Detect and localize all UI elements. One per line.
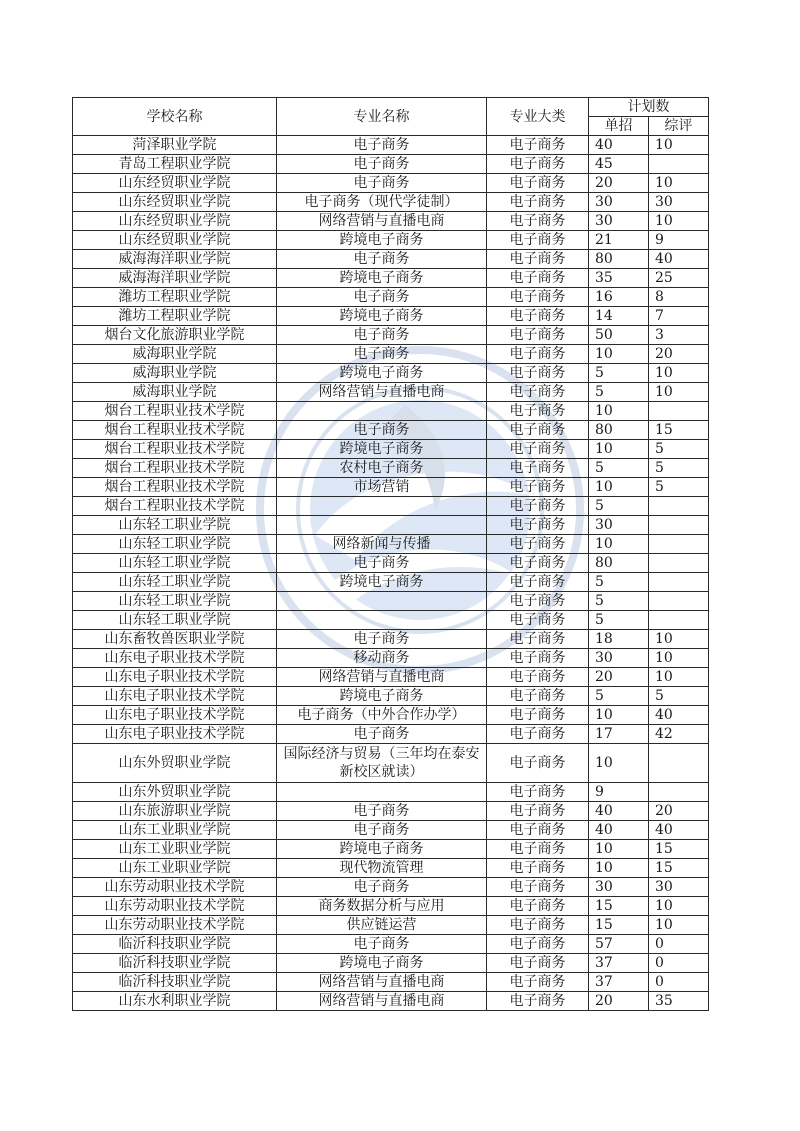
table-row — [73, 668, 709, 687]
single-enrollment-cell: 9 — [589, 783, 649, 802]
table-row — [73, 250, 709, 269]
major-category-cell: 电子商务 — [487, 212, 589, 231]
major-category-cell: 电子商务 — [487, 440, 589, 459]
major-category-cell: 电子商务 — [487, 744, 589, 783]
single-enrollment-cell: 30 — [589, 193, 649, 212]
major-category-cell: 电子商务 — [487, 821, 589, 840]
school-name-cell: 烟台工程职业技术学院 — [73, 459, 277, 478]
table-row — [73, 421, 709, 440]
single-enrollment-cell: 5 — [589, 687, 649, 706]
school-name-cell: 山东轻工职业学院 — [73, 535, 277, 554]
header-school-name: 学校名称 — [73, 98, 277, 136]
single-enrollment-cell: 5 — [589, 592, 649, 611]
major-category-cell: 电子商务 — [487, 649, 589, 668]
single-enrollment-cell: 20 — [589, 174, 649, 193]
major-category-cell: 电子商务 — [487, 535, 589, 554]
school-name-cell: 山东轻工职业学院 — [73, 516, 277, 535]
comprehensive-evaluation-cell: 40 — [649, 706, 709, 725]
major-name-cell: 电子商务（现代学徒制） — [277, 193, 487, 212]
major-name-cell: 跨境电子商务 — [277, 440, 487, 459]
comprehensive-evaluation-cell — [649, 402, 709, 421]
comprehensive-evaluation-cell — [649, 573, 709, 592]
major-name-cell: 跨境电子商务 — [277, 364, 487, 383]
table-row — [73, 535, 709, 554]
single-enrollment-cell: 5 — [589, 459, 649, 478]
comprehensive-evaluation-cell: 10 — [649, 364, 709, 383]
major-category-cell: 电子商务 — [487, 859, 589, 878]
single-enrollment-cell: 10 — [589, 840, 649, 859]
major-category-cell: 电子商务 — [487, 878, 589, 897]
school-name-cell: 山东工业职业学院 — [73, 859, 277, 878]
table-row — [73, 212, 709, 231]
major-name-cell: 现代物流管理 — [277, 859, 487, 878]
major-category-cell: 电子商务 — [487, 307, 589, 326]
major-name-cell — [277, 611, 487, 630]
enrollment-plan-table — [72, 97, 709, 1011]
single-enrollment-cell: 80 — [589, 554, 649, 573]
major-name-cell: 移动商务 — [277, 649, 487, 668]
major-category-cell: 电子商务 — [487, 725, 589, 744]
table-row — [73, 402, 709, 421]
school-name-cell: 临沂科技职业学院 — [73, 935, 277, 954]
major-name-cell: 电子商务 — [277, 935, 487, 954]
comprehensive-evaluation-cell: 3 — [649, 326, 709, 345]
major-category-cell: 电子商务 — [487, 668, 589, 687]
table-row — [73, 992, 709, 1011]
major-category-cell: 电子商务 — [487, 250, 589, 269]
school-name-cell: 青岛工程职业学院 — [73, 155, 277, 174]
major-name-cell — [277, 783, 487, 802]
single-enrollment-cell: 20 — [589, 668, 649, 687]
major-name-cell: 网络新闻与传播 — [277, 535, 487, 554]
school-name-cell: 威海海洋职业学院 — [73, 269, 277, 288]
table-row — [73, 269, 709, 288]
major-name-cell: 网络营销与直播电商 — [277, 668, 487, 687]
comprehensive-evaluation-cell: 10 — [649, 897, 709, 916]
single-enrollment-cell: 16 — [589, 288, 649, 307]
major-name-cell: 国际经济与贸易（三年均在泰安新校区就读） — [277, 744, 487, 783]
comprehensive-evaluation-cell: 40 — [649, 821, 709, 840]
major-category-cell: 电子商务 — [487, 345, 589, 364]
school-name-cell: 山东电子职业技术学院 — [73, 649, 277, 668]
major-category-cell: 电子商务 — [487, 783, 589, 802]
comprehensive-evaluation-cell: 10 — [649, 383, 709, 402]
comprehensive-evaluation-cell: 35 — [649, 992, 709, 1011]
major-category-cell: 电子商务 — [487, 497, 589, 516]
major-name-cell: 跨境电子商务 — [277, 954, 487, 973]
major-name-cell — [277, 497, 487, 516]
major-category-cell: 电子商务 — [487, 592, 589, 611]
school-name-cell: 潍坊工程职业学院 — [73, 307, 277, 326]
single-enrollment-cell: 10 — [589, 345, 649, 364]
table-row — [73, 440, 709, 459]
school-name-cell: 山东经贸职业学院 — [73, 193, 277, 212]
table-row — [73, 193, 709, 212]
single-enrollment-cell: 37 — [589, 973, 649, 992]
major-category-cell: 电子商务 — [487, 630, 589, 649]
major-name-cell: 网络营销与直播电商 — [277, 383, 487, 402]
table-row — [73, 383, 709, 402]
school-name-cell: 山东劳动职业技术学院 — [73, 897, 277, 916]
table-row — [73, 459, 709, 478]
comprehensive-evaluation-cell: 5 — [649, 687, 709, 706]
school-name-cell: 山东经贸职业学院 — [73, 231, 277, 250]
header-major-name: 专业名称 — [277, 98, 487, 136]
school-name-cell: 威海职业学院 — [73, 345, 277, 364]
major-name-cell: 电子商务 — [277, 821, 487, 840]
header-plan-count: 计划数 — [589, 98, 709, 117]
single-enrollment-cell: 17 — [589, 725, 649, 744]
single-enrollment-cell: 5 — [589, 383, 649, 402]
major-name-cell: 电子商务 — [277, 725, 487, 744]
comprehensive-evaluation-cell: 5 — [649, 478, 709, 497]
single-enrollment-cell: 15 — [589, 916, 649, 935]
single-enrollment-cell: 18 — [589, 630, 649, 649]
major-category-cell: 电子商务 — [487, 573, 589, 592]
table-row — [73, 136, 709, 155]
major-category-cell: 电子商务 — [487, 402, 589, 421]
single-enrollment-cell: 30 — [589, 212, 649, 231]
comprehensive-evaluation-cell — [649, 592, 709, 611]
major-category-cell: 电子商务 — [487, 973, 589, 992]
school-name-cell: 烟台工程职业技术学院 — [73, 478, 277, 497]
table-row — [73, 364, 709, 383]
major-name-cell: 电子商务 — [277, 155, 487, 174]
major-name-cell: 电子商务 — [277, 174, 487, 193]
table-row — [73, 345, 709, 364]
single-enrollment-cell: 30 — [589, 878, 649, 897]
major-name-cell: 跨境电子商务 — [277, 687, 487, 706]
school-name-cell: 山东电子职业技术学院 — [73, 706, 277, 725]
comprehensive-evaluation-cell: 5 — [649, 459, 709, 478]
school-name-cell: 山东电子职业技术学院 — [73, 668, 277, 687]
major-category-cell: 电子商务 — [487, 954, 589, 973]
single-enrollment-cell: 10 — [589, 402, 649, 421]
table-row — [73, 878, 709, 897]
major-category-cell: 电子商务 — [487, 611, 589, 630]
single-enrollment-cell: 10 — [589, 706, 649, 725]
school-name-cell: 山东工业职业学院 — [73, 821, 277, 840]
single-enrollment-cell: 10 — [589, 535, 649, 554]
comprehensive-evaluation-cell: 10 — [649, 668, 709, 687]
major-category-cell: 电子商务 — [487, 421, 589, 440]
single-enrollment-cell: 10 — [589, 744, 649, 783]
major-category-cell: 电子商务 — [487, 935, 589, 954]
comprehensive-evaluation-cell: 10 — [649, 916, 709, 935]
table-row — [73, 155, 709, 174]
single-enrollment-cell: 40 — [589, 821, 649, 840]
school-name-cell: 山东劳动职业技术学院 — [73, 916, 277, 935]
comprehensive-evaluation-cell: 10 — [649, 136, 709, 155]
major-name-cell: 电子商务（中外合作办学） — [277, 706, 487, 725]
major-category-cell: 电子商务 — [487, 554, 589, 573]
school-name-cell: 烟台文化旅游职业学院 — [73, 326, 277, 345]
single-enrollment-cell: 14 — [589, 307, 649, 326]
school-name-cell: 山东旅游职业学院 — [73, 802, 277, 821]
major-name-cell: 网络营销与直播电商 — [277, 992, 487, 1011]
table-row — [73, 687, 709, 706]
major-category-cell: 电子商务 — [487, 364, 589, 383]
school-name-cell: 山东劳动职业技术学院 — [73, 878, 277, 897]
major-category-cell: 电子商务 — [487, 383, 589, 402]
table-row — [73, 802, 709, 821]
school-name-cell: 山东电子职业技术学院 — [73, 725, 277, 744]
table-row — [73, 478, 709, 497]
school-name-cell: 烟台工程职业技术学院 — [73, 421, 277, 440]
table-row — [73, 954, 709, 973]
single-enrollment-cell: 30 — [589, 516, 649, 535]
major-category-cell: 电子商务 — [487, 231, 589, 250]
single-enrollment-cell: 20 — [589, 992, 649, 1011]
major-name-cell: 电子商务 — [277, 630, 487, 649]
major-name-cell: 电子商务 — [277, 136, 487, 155]
school-name-cell: 山东电子职业技术学院 — [73, 687, 277, 706]
comprehensive-evaluation-cell — [649, 535, 709, 554]
table-row — [73, 497, 709, 516]
comprehensive-evaluation-cell: 0 — [649, 954, 709, 973]
school-name-cell: 山东工业职业学院 — [73, 840, 277, 859]
school-name-cell: 烟台工程职业技术学院 — [73, 402, 277, 421]
school-name-cell: 山东外贸职业学院 — [73, 783, 277, 802]
table-row — [73, 231, 709, 250]
major-name-cell: 跨境电子商务 — [277, 840, 487, 859]
major-name-cell: 市场营销 — [277, 478, 487, 497]
major-category-cell: 电子商务 — [487, 155, 589, 174]
major-category-cell: 电子商务 — [487, 897, 589, 916]
major-category-cell: 电子商务 — [487, 174, 589, 193]
major-category-cell: 电子商务 — [487, 193, 589, 212]
comprehensive-evaluation-cell: 8 — [649, 288, 709, 307]
school-name-cell: 潍坊工程职业学院 — [73, 288, 277, 307]
single-enrollment-cell: 5 — [589, 364, 649, 383]
table-row — [73, 744, 709, 783]
major-name-cell: 网络营销与直播电商 — [277, 212, 487, 231]
table-row — [73, 592, 709, 611]
table-row — [73, 725, 709, 744]
table-row — [73, 840, 709, 859]
table-row — [73, 174, 709, 193]
school-name-cell: 临沂科技职业学院 — [73, 973, 277, 992]
school-name-cell: 威海职业学院 — [73, 364, 277, 383]
major-name-cell: 商务数据分析与应用 — [277, 897, 487, 916]
table-body — [73, 136, 709, 1011]
school-name-cell: 山东畜牧兽医职业学院 — [73, 630, 277, 649]
school-name-cell: 山东轻工职业学院 — [73, 592, 277, 611]
major-category-cell: 电子商务 — [487, 136, 589, 155]
table-row — [73, 288, 709, 307]
major-category-cell: 电子商务 — [487, 516, 589, 535]
single-enrollment-cell: 21 — [589, 231, 649, 250]
comprehensive-evaluation-cell — [649, 554, 709, 573]
single-enrollment-cell: 80 — [589, 250, 649, 269]
major-name-cell: 电子商务 — [277, 421, 487, 440]
school-name-cell: 山东轻工职业学院 — [73, 611, 277, 630]
major-name-cell — [277, 402, 487, 421]
comprehensive-evaluation-cell — [649, 497, 709, 516]
major-category-cell: 电子商务 — [487, 269, 589, 288]
major-name-cell: 电子商务 — [277, 554, 487, 573]
header-single-enrollment: 单招 — [589, 117, 649, 136]
header-major-category: 专业大类 — [487, 98, 589, 136]
table-row — [73, 649, 709, 668]
major-category-cell: 电子商务 — [487, 706, 589, 725]
single-enrollment-cell: 10 — [589, 440, 649, 459]
school-name-cell: 山东轻工职业学院 — [73, 573, 277, 592]
major-category-cell: 电子商务 — [487, 916, 589, 935]
comprehensive-evaluation-cell: 9 — [649, 231, 709, 250]
single-enrollment-cell: 37 — [589, 954, 649, 973]
major-name-cell: 电子商务 — [277, 288, 487, 307]
major-name-cell: 跨境电子商务 — [277, 231, 487, 250]
table-row — [73, 821, 709, 840]
single-enrollment-cell: 15 — [589, 897, 649, 916]
school-name-cell: 山东外贸职业学院 — [73, 744, 277, 783]
comprehensive-evaluation-cell: 5 — [649, 440, 709, 459]
table-row — [73, 554, 709, 573]
major-name-cell — [277, 516, 487, 535]
single-enrollment-cell: 5 — [589, 611, 649, 630]
major-category-cell: 电子商务 — [487, 687, 589, 706]
single-enrollment-cell: 5 — [589, 497, 649, 516]
school-name-cell: 山东轻工职业学院 — [73, 554, 277, 573]
major-name-cell: 跨境电子商务 — [277, 269, 487, 288]
single-enrollment-cell: 40 — [589, 802, 649, 821]
single-enrollment-cell: 80 — [589, 421, 649, 440]
major-name-cell: 电子商务 — [277, 326, 487, 345]
single-enrollment-cell: 10 — [589, 478, 649, 497]
comprehensive-evaluation-cell: 7 — [649, 307, 709, 326]
school-name-cell: 威海海洋职业学院 — [73, 250, 277, 269]
school-name-cell: 临沂科技职业学院 — [73, 954, 277, 973]
table-row — [73, 859, 709, 878]
major-name-cell: 电子商务 — [277, 878, 487, 897]
comprehensive-evaluation-cell: 15 — [649, 859, 709, 878]
table-row — [73, 916, 709, 935]
major-category-cell: 电子商务 — [487, 840, 589, 859]
major-name-cell: 电子商务 — [277, 250, 487, 269]
major-category-cell: 电子商务 — [487, 326, 589, 345]
comprehensive-evaluation-cell: 15 — [649, 421, 709, 440]
comprehensive-evaluation-cell: 10 — [649, 212, 709, 231]
table-row — [73, 516, 709, 535]
single-enrollment-cell: 40 — [589, 136, 649, 155]
table-row — [73, 326, 709, 345]
comprehensive-evaluation-cell: 10 — [649, 174, 709, 193]
comprehensive-evaluation-cell: 25 — [649, 269, 709, 288]
comprehensive-evaluation-cell: 15 — [649, 840, 709, 859]
comprehensive-evaluation-cell — [649, 155, 709, 174]
school-name-cell: 山东经贸职业学院 — [73, 212, 277, 231]
school-name-cell: 烟台工程职业技术学院 — [73, 440, 277, 459]
major-name-cell: 供应链运营 — [277, 916, 487, 935]
table-row — [73, 973, 709, 992]
school-name-cell: 烟台工程职业技术学院 — [73, 497, 277, 516]
comprehensive-evaluation-cell: 10 — [649, 630, 709, 649]
major-category-cell: 电子商务 — [487, 288, 589, 307]
major-name-cell: 电子商务 — [277, 345, 487, 364]
comprehensive-evaluation-cell — [649, 744, 709, 783]
comprehensive-evaluation-cell: 10 — [649, 649, 709, 668]
table-row — [73, 573, 709, 592]
table-row — [73, 783, 709, 802]
header-comprehensive-evaluation: 综评 — [649, 117, 709, 136]
single-enrollment-cell: 30 — [589, 649, 649, 668]
comprehensive-evaluation-cell: 40 — [649, 250, 709, 269]
major-name-cell: 跨境电子商务 — [277, 573, 487, 592]
comprehensive-evaluation-cell: 0 — [649, 935, 709, 954]
major-category-cell: 电子商务 — [487, 992, 589, 1011]
comprehensive-evaluation-cell: 20 — [649, 802, 709, 821]
single-enrollment-cell: 50 — [589, 326, 649, 345]
single-enrollment-cell: 45 — [589, 155, 649, 174]
comprehensive-evaluation-cell: 0 — [649, 973, 709, 992]
table-row — [73, 630, 709, 649]
school-name-cell: 菏泽职业学院 — [73, 136, 277, 155]
table-row — [73, 611, 709, 630]
table-row — [73, 307, 709, 326]
major-name-cell: 跨境电子商务 — [277, 307, 487, 326]
major-category-cell: 电子商务 — [487, 459, 589, 478]
comprehensive-evaluation-cell: 42 — [649, 725, 709, 744]
comprehensive-evaluation-cell: 20 — [649, 345, 709, 364]
school-name-cell: 山东水利职业学院 — [73, 992, 277, 1011]
major-category-cell: 电子商务 — [487, 802, 589, 821]
single-enrollment-cell: 35 — [589, 269, 649, 288]
major-name-cell: 电子商务 — [277, 802, 487, 821]
comprehensive-evaluation-cell: 30 — [649, 878, 709, 897]
single-enrollment-cell: 5 — [589, 573, 649, 592]
single-enrollment-cell: 10 — [589, 859, 649, 878]
comprehensive-evaluation-cell — [649, 783, 709, 802]
comprehensive-evaluation-cell: 30 — [649, 193, 709, 212]
major-name-cell: 农村电子商务 — [277, 459, 487, 478]
major-name-cell — [277, 592, 487, 611]
table-row — [73, 897, 709, 916]
major-name-cell: 网络营销与直播电商 — [277, 973, 487, 992]
table-row — [73, 706, 709, 725]
single-enrollment-cell: 57 — [589, 935, 649, 954]
major-category-cell: 电子商务 — [487, 478, 589, 497]
school-name-cell: 威海职业学院 — [73, 383, 277, 402]
school-name-cell: 山东经贸职业学院 — [73, 174, 277, 193]
table-row — [73, 935, 709, 954]
comprehensive-evaluation-cell — [649, 611, 709, 630]
comprehensive-evaluation-cell — [649, 516, 709, 535]
